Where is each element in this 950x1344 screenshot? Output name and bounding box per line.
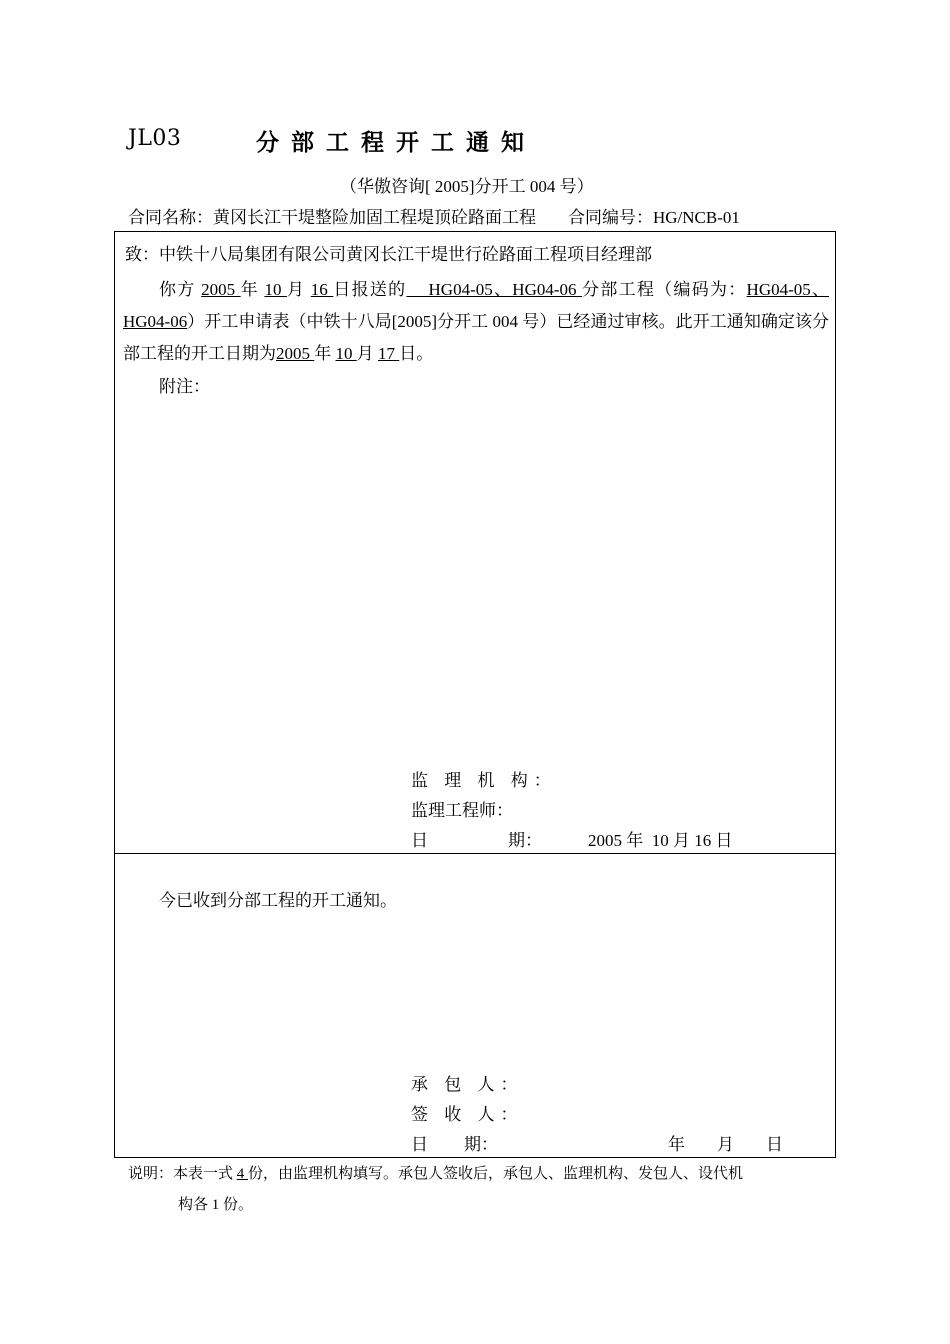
date-label-suffix: 期： <box>464 1135 498 1154</box>
notice-section <box>114 231 836 854</box>
notice-date <box>411 826 733 851</box>
footer-note: 说明：本表一式 4 份，由监理机构填写。承包人签收后，承包人、监理机构、发包人、设代机 <box>128 1166 744 1182</box>
notice-body: 你方 2005 年 10 月 16 日报送的 HG04-05、HG04-06 分部工程（编码为：HG04-05、HG04-06）开工申请表（中铁十八局[2005]分开工 004 号）已经通过审核。此开工通知确定该分部工程的开工日期为2005 年 10 月 17 日。 <box>123 280 830 363</box>
report-day: 16 <box>310 280 334 299</box>
page-title: 分部工程开工通知 <box>256 130 536 156</box>
note-label: 附注： <box>159 377 210 396</box>
contract-number: 合同编号：HG/NCB-01 <box>568 208 740 227</box>
contract-name: 合同名称：黄冈长江干堤整险加固工程堤顶砼路面工程 <box>128 208 536 227</box>
report-month: 10 <box>264 280 287 299</box>
start-month: 10 <box>335 344 357 363</box>
contractor-label: 承 包 人： <box>411 1075 524 1094</box>
signer-label: 签 收 人： <box>411 1105 524 1124</box>
day-label: 日 <box>766 1135 783 1154</box>
date-label: 日 <box>411 831 428 850</box>
form-code: JL03 <box>128 126 182 151</box>
contract-info <box>128 203 740 228</box>
document-number: （华傲咨询[ 2005]分开工 004 号） <box>340 177 594 196</box>
report-year: 2005 <box>201 280 241 299</box>
year-label: 年 <box>668 1135 685 1154</box>
supervision-org-label: 监 理 机 构： <box>411 771 557 790</box>
start-day: 17 <box>378 344 400 363</box>
sub-projects: HG04-05、HG04-06 <box>406 280 583 299</box>
supervising-engineer-label: 监理工程师： <box>411 801 513 820</box>
receipt-section <box>114 853 836 1158</box>
start-year: 2005 <box>276 344 315 363</box>
recipient: 致：中铁十八局集团有限公司黄冈长江干堤世行砼路面工程项目经理部 <box>125 245 652 264</box>
month-label: 月 <box>717 1135 734 1154</box>
copies-count: 4 <box>236 1166 249 1182</box>
date-value: 2005 年 10 月 16 日 <box>588 831 733 850</box>
receipt-text: 今已收到分部工程的开工通知。 <box>159 891 397 910</box>
project-codes: HG04-05、HG04-06 <box>123 280 830 331</box>
receipt-date <box>411 1130 815 1155</box>
date-label-suffix: 期： <box>508 831 542 850</box>
footer-note-continued: 构各 1 份。 <box>178 1197 254 1213</box>
date-label: 日 <box>411 1135 428 1154</box>
